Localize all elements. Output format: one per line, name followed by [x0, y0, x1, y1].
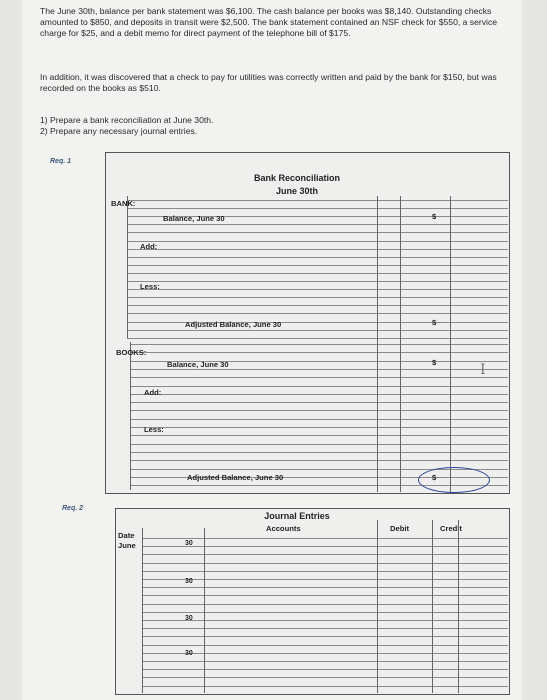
bank-adjusted-label: Adjusted Balance, June 30	[185, 320, 282, 329]
accounts-header: Accounts	[266, 524, 301, 533]
task-2: 2) Prepare any necessary journal entries.	[40, 126, 198, 136]
grid-rule	[142, 686, 508, 687]
books-adjusted-label: Adjusted Balance, June 30	[187, 473, 284, 482]
books-add-label: Add:	[144, 388, 162, 397]
books-balance-dollar: $	[432, 358, 437, 367]
grid-rule	[130, 402, 508, 403]
grid-rule	[142, 604, 508, 605]
grid-rule	[130, 394, 508, 395]
journal-entries-title: Journal Entries	[264, 511, 330, 521]
bank-balance-label: Balance, June 30	[163, 214, 225, 223]
bank-less-label: Less:	[140, 282, 160, 291]
credit-header: Credit	[440, 524, 462, 533]
grid-rule	[142, 579, 508, 580]
grid-rule	[142, 563, 508, 564]
grid-rule	[130, 352, 508, 353]
grid-rule	[142, 669, 508, 670]
grid-rule	[142, 612, 508, 613]
text-cursor-icon: I	[480, 362, 486, 378]
grid-rule	[142, 587, 508, 588]
bank-adjusted-dollar: $	[432, 318, 437, 327]
grid-rule	[142, 661, 508, 662]
grid-rule	[130, 377, 508, 378]
grid-column-rule	[450, 196, 451, 492]
grid-rule	[130, 460, 508, 461]
grid-rule	[130, 419, 508, 420]
grid-rule	[142, 645, 508, 646]
grid-rule	[130, 344, 508, 345]
grid-rule	[130, 444, 508, 445]
grid-rule	[142, 620, 508, 621]
worksheet-page	[22, 0, 522, 700]
date-header: Date	[118, 531, 135, 540]
grid-rule	[142, 554, 508, 555]
bank-balance-dollar: $	[432, 212, 437, 221]
books-balance-label: Balance, June 30	[167, 360, 229, 369]
bank-reconciliation-title: Bank Reconciliation	[253, 173, 341, 183]
problem-paragraph-1: The June 30th, balance per bank statement was $6,100. The cash balance per books was $8,140. Outstanding checks amounted to $850, and deposits in transit were $2,500. The bank statement contained an NSF check for $550, a service charge for $25, and a debit memo for direct payment of the telephone bill of $175.	[40, 6, 498, 38]
grid-rule	[142, 677, 508, 678]
journal-day-4: 30	[185, 650, 193, 657]
bank-section-label: BANK:	[111, 199, 136, 208]
grid-column-rule	[400, 196, 401, 492]
journal-entries-table	[115, 508, 510, 695]
grid-rule	[130, 435, 508, 436]
books-less-label: Less:	[144, 425, 164, 434]
books-adjusted-dollar: $	[432, 473, 437, 482]
grid-rule	[142, 636, 508, 637]
grid-column-rule	[127, 196, 128, 338]
req-2-label: Req. 2	[62, 505, 84, 512]
grid-rule	[142, 595, 508, 596]
journal-day-1: 30	[185, 540, 193, 547]
grid-rule	[130, 452, 508, 453]
books-section-label: BOOKS:	[116, 348, 147, 357]
journal-day-3: 30	[185, 615, 193, 622]
grid-rule	[142, 653, 508, 654]
grid-column-rule	[377, 520, 378, 693]
grid-rule	[142, 571, 508, 572]
task-1: 1) Prepare a bank reconciliation at June 30th.	[40, 115, 214, 125]
req-1-label: Req. 1	[50, 158, 72, 165]
hand-drawn-circle	[418, 467, 490, 493]
grid-rule	[130, 369, 508, 370]
grid-column-rule	[432, 520, 433, 693]
month-label: June	[118, 541, 136, 550]
grid-column-rule	[204, 528, 205, 693]
grid-rule	[130, 427, 508, 428]
grid-rule	[142, 538, 508, 539]
journal-day-2: 30	[185, 578, 193, 585]
bank-reconciliation-subtitle: June 30th	[275, 186, 318, 196]
grid-rule	[130, 386, 508, 387]
grid-column-rule	[142, 528, 143, 693]
grid-column-rule	[377, 196, 378, 492]
debit-header: Debit	[390, 524, 409, 533]
problem-paragraph-2: In addition, it was discovered that a check to pay for utilities was correctly written and paid by the bank for $150, but was recorded on the books as $510.	[40, 72, 497, 93]
grid-column-rule	[130, 342, 131, 490]
grid-rule	[142, 628, 508, 629]
bank-add-label: Add:	[140, 242, 158, 251]
grid-rule	[142, 546, 508, 547]
grid-rule	[130, 410, 508, 411]
grid-column-rule	[458, 520, 459, 693]
